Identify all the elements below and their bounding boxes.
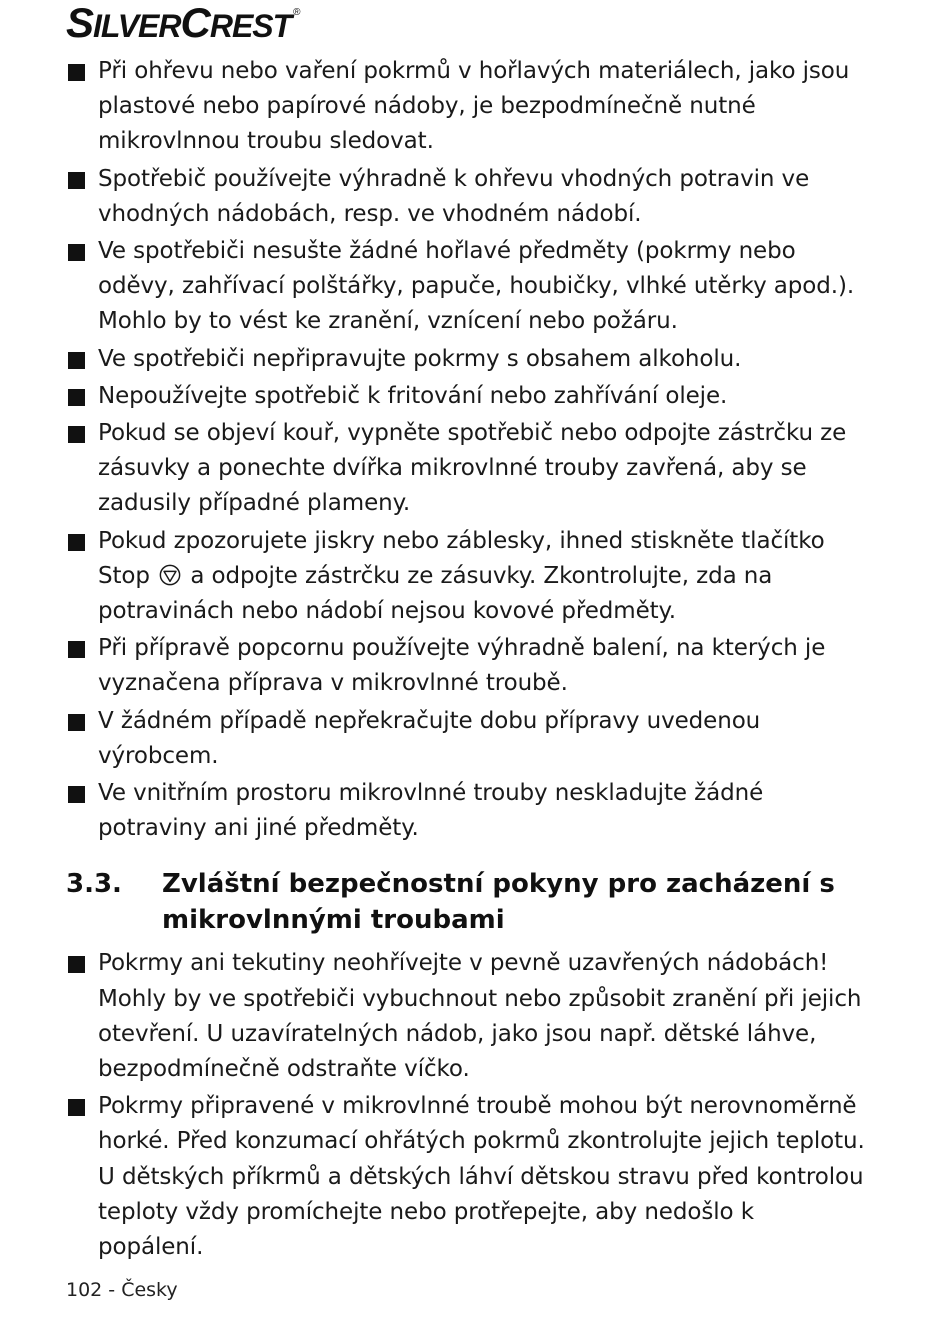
list-item-text: Pokud zpozorujete jiskry nebo záblesky, ihned stiskněte tlačítko Stop <box>98 527 825 589</box>
list-item <box>66 342 866 377</box>
logo-letter: S <box>66 0 94 46</box>
list-item-text: a odpojte zástrčku ze zásuvky. Zkontrolujte, zda na potravinách nebo nádobí nejsou kovové předměty. <box>98 562 773 625</box>
list-item-text: Spotřebič používejte výhradně k ohřevu vhodných potravin ve vhodných nádobách, resp. ve vhodném nádobí. <box>98 165 810 227</box>
bullet-square-icon <box>68 426 85 443</box>
list-item <box>66 631 866 701</box>
list-item <box>66 234 866 340</box>
list-item <box>66 416 866 522</box>
section-heading <box>66 866 866 938</box>
bullet-square-icon <box>68 352 85 369</box>
list-item <box>66 524 866 630</box>
page-content <box>66 54 866 1267</box>
list-item <box>66 704 866 774</box>
logo-letters: ILVER <box>93 8 181 44</box>
list-item <box>66 946 866 1087</box>
section-title: Zvláštní bezpečnostní pokyny pro zacházení s mikrovlnnými troubami <box>162 869 835 936</box>
list-item-text: Pokrmy ani tekutiny neohřívejte v pevně uzavřených nádobách! Mohly by ve spotřebiči vybuchnout nebo způsobit zranění při jejich otevření. U uzavíratelných nádob, jako jsou např. dětské láhve, bezpodmínečně odstraňte víčko. <box>98 950 862 1083</box>
list-item-text: Ve vnitřním prostoru mikrovlnné trouby neskladujte žádné potraviny ani jiné předměty. <box>98 780 764 842</box>
section-number: 3.3. <box>66 869 122 900</box>
bullet-square-icon <box>68 786 85 803</box>
bullet-square-icon <box>68 389 85 406</box>
bullet-square-icon <box>68 641 85 658</box>
list-item-text: Pokrmy připravené v mikrovlnné troubě mohou být nerovnoměrně horké. Před konzumací ohřátých pokrmů zkontrolujte jejich teplotu. U dětských příkrmů a dětských láhví dětskou stravu před kontrolou teploty vždy promíchejte nebo protřepejte, aby nedošlo k popálení. <box>98 1093 865 1261</box>
bullet-square-icon <box>68 1099 85 1116</box>
safety-list-top <box>66 54 866 846</box>
list-item <box>66 54 866 160</box>
list-item-text: V žádném případě nepřekračujte dobu přípravy uvedenou výrobcem. <box>98 707 761 769</box>
list-item <box>66 379 866 414</box>
list-item <box>66 776 866 846</box>
bullet-square-icon <box>68 244 85 261</box>
list-item-text: Ve spotřebiči nepřipravujte pokrmy s obsahem alkoholu. <box>98 345 742 372</box>
logo-letter: C <box>180 0 210 46</box>
list-item <box>66 1089 866 1265</box>
list-item-text: Při ohřevu nebo vaření pokrmů v hořlavých materiálech, jako jsou plastové nebo papírové nádoby, je bezpodmínečně nutné mikrovlnnou troubu sledovat. <box>98 58 850 155</box>
stop-button-icon <box>159 564 181 586</box>
safety-list-bottom <box>66 946 866 1265</box>
list-item-text: Ve spotřebiči nesušte žádné hořlavé předměty (pokrmy nebo oděvy, zahřívací polštářky, papuče, houbičky, vlhké utěrky apod.). Mohlo by to vést ke zranění, vznícení nebo požáru. <box>98 238 855 335</box>
list-item-text: Nepoužívejte spotřebič k fritování nebo zahřívání oleje. <box>98 382 728 409</box>
bullet-square-icon <box>68 714 85 731</box>
page-footer: 102 - Česky <box>66 1279 178 1301</box>
bullet-square-icon <box>68 64 85 81</box>
bullet-square-icon <box>68 172 85 189</box>
brand-logo <box>66 2 300 44</box>
list-item-text: Pokud se objeví kouř, vypněte spotřebič nebo odpojte zástrčku ze zásuvky a ponechte dvířka mikrovlnné trouby zavřená, aby se zadusily případné plameny. <box>98 420 847 517</box>
bullet-square-icon <box>68 956 85 973</box>
list-item <box>66 162 866 232</box>
bullet-square-icon <box>68 534 85 551</box>
list-item-text: Při přípravě popcornu používejte výhradně balení, na kterých je vyznačena příprava v mikrovlnné troubě. <box>98 635 826 697</box>
registered-mark: ® <box>293 7 300 18</box>
logo-letters: REST <box>209 8 292 44</box>
